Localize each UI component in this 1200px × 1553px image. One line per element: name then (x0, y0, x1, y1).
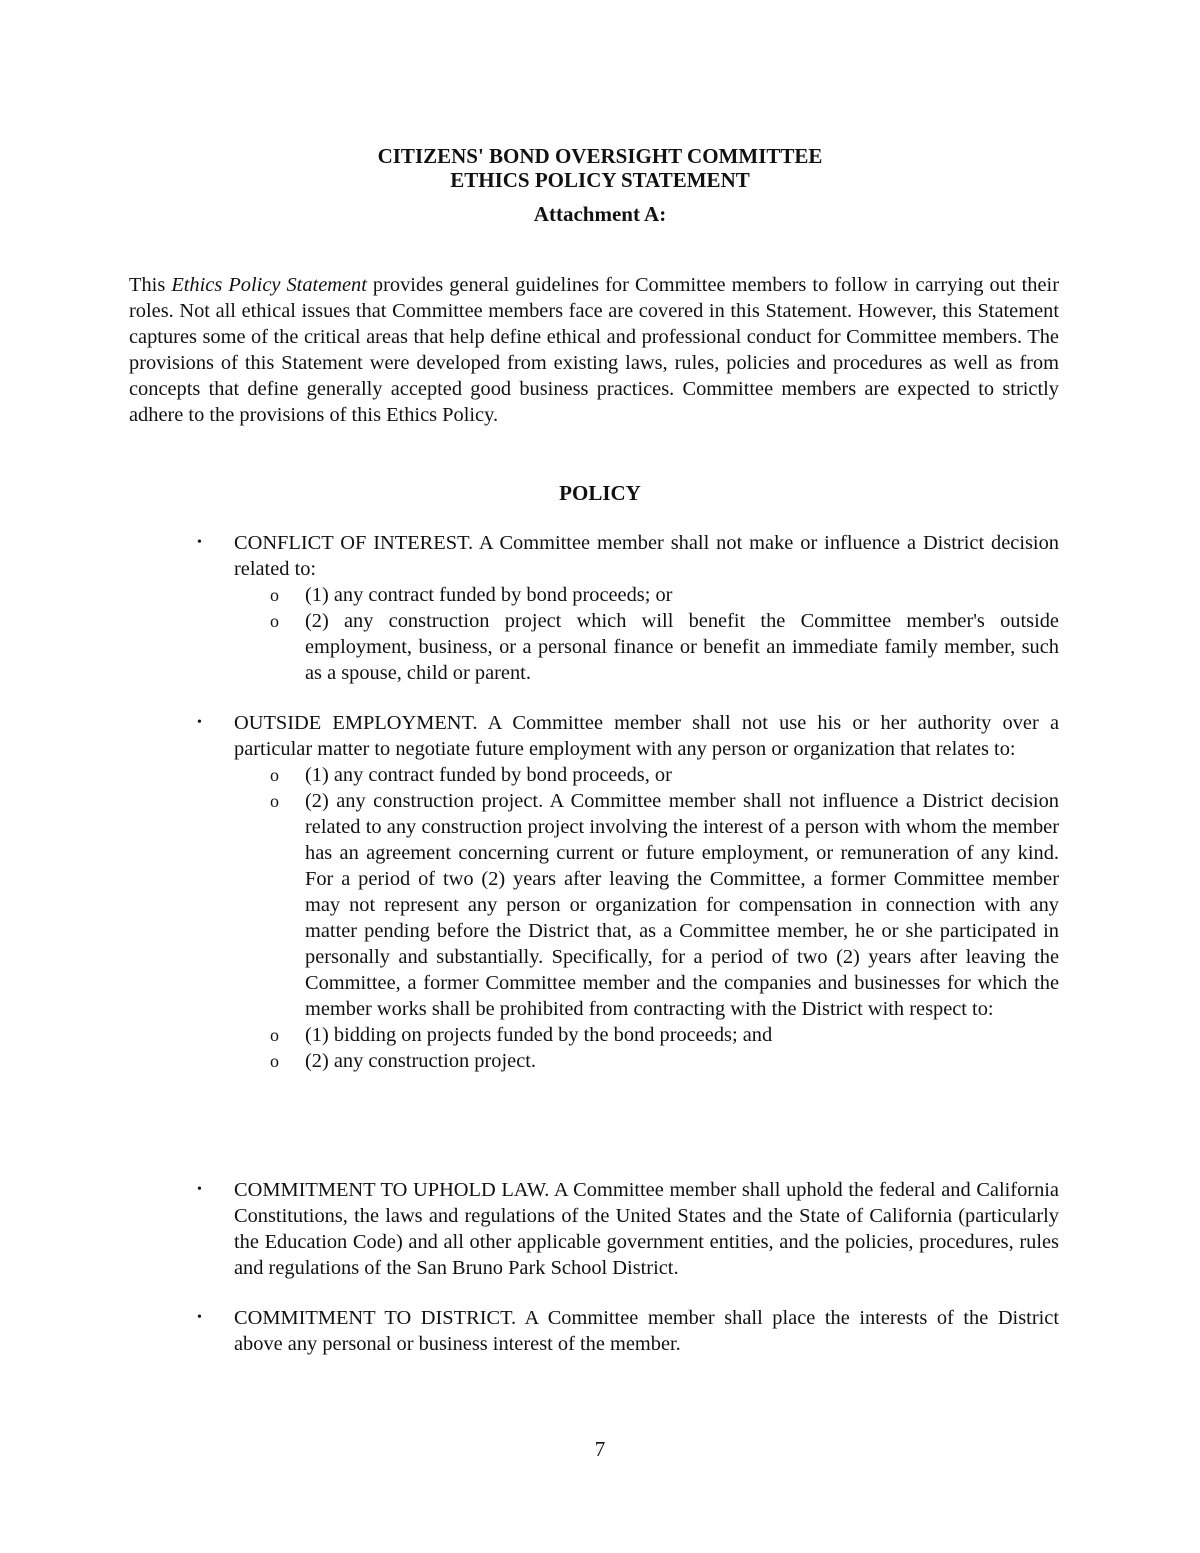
sub-item (0, 788, 1200, 1022)
circle-bullet-icon: o (270, 585, 279, 605)
sub-item (0, 582, 1200, 608)
sub-item (0, 1022, 1200, 1048)
circle-bullet-icon: o (270, 611, 279, 631)
policy-heading: POLICY (559, 481, 641, 505)
policy-item-commitment-to-district (0, 1305, 1200, 1357)
bullet-icon: • (197, 535, 202, 550)
policy-item-uphold-law (0, 1177, 1200, 1281)
intro-body: provides general guidelines for Committee members to follow in carrying out their roles. Not all ethical issues that Committee members face are covered in this Statement. However, this Statement captures some of the critical areas that help define ethical and professional conduct for Committee members. The provisions of this Statement were developed from existing laws, rules, policies and procedures as well as from concepts that define generally accepted good business practices. Committee members are expected to strictly adhere to the provisions of this Ethics Policy. (129, 274, 1059, 426)
bullet-icon: • (197, 1310, 202, 1325)
policy-item-text: COMMITMENT TO DISTRICT. A Committee member shall place the interests of the District above any personal or business interest of the member. (234, 1307, 1059, 1355)
page-number: 7 (594, 1437, 606, 1461)
policy-item (0, 710, 1200, 762)
sub-item-text: (2) any construction project. A Committee member shall not influence a District decision related to any construction project involving the interest of a person with whom the member has an agreement concerning current or future employment, or remuneration of any kind. For a period of two (2) years after leaving the Committee, a former Committee member may not represent any person or organization for compensation in connection with any matter pending before the District that, as a Committee member, he or she participated in personally and substantially. Specifically, for a period of two (2) years after leaving the Committee, a former Committee member and the companies and businesses for which the member works shall be prohibited from contracting with the District with respect to: (305, 790, 1059, 1020)
circle-bullet-icon: o (270, 791, 279, 811)
sub-item (0, 608, 1200, 686)
intro-italic-title: Ethics Policy Statement (171, 274, 367, 296)
sub-item (0, 1048, 1200, 1074)
bullet-icon: • (197, 1182, 202, 1197)
circle-bullet-icon: o (270, 765, 279, 785)
circle-bullet-icon: o (270, 1051, 279, 1071)
policy-item-text: COMMITMENT TO UPHOLD LAW. A Committee member shall uphold the federal and California Constitutions, the laws and regulations of the United States and the State of California (particularly the Education Code) and all other applicable government entities, and the policies, procedures, rules and regulations of the San Bruno Park School District. (234, 1179, 1059, 1279)
sub-item-text: (2) any construction project. (305, 1050, 537, 1072)
circle-bullet-icon: o (270, 1025, 279, 1045)
attachment-label: Attachment A: (533, 202, 667, 226)
policy-item-outside-employment (0, 710, 1200, 1074)
intro-lead: This (129, 274, 172, 296)
sub-item-text: (1) bidding on projects funded by the bond proceeds; and (305, 1024, 773, 1046)
document-title: CITIZENS' BOND OVERSIGHT COMMITTEE (377, 144, 823, 168)
policy-item-conflict-of-interest (0, 530, 1200, 686)
policy-item (0, 1305, 1200, 1357)
policy-item-text: CONFLICT OF INTEREST. A Committee member shall not make or influence a District decision related to: (234, 532, 1059, 580)
sub-item-text: (2) any construction project which will benefit the Committee member's outside employment, business, or a personal finance or benefit an immediate family member, such as a spouse, child or parent. (305, 610, 1059, 684)
policy-item (0, 1177, 1200, 1281)
sub-item-text: (1) any contract funded by bond proceeds, or (305, 764, 672, 786)
sub-item (0, 762, 1200, 788)
sub-item-text: (1) any contract funded by bond proceeds; or (305, 584, 673, 606)
policy-item-text: OUTSIDE EMPLOYMENT. A Committee member shall not use his or her authority over a particular matter to negotiate future employment with any person or organization that relates to: (234, 712, 1059, 760)
document-subtitle: ETHICS POLICY STATEMENT (450, 168, 750, 192)
policy-item (0, 530, 1200, 582)
intro-paragraph (129, 272, 1059, 428)
bullet-icon: • (197, 715, 202, 730)
